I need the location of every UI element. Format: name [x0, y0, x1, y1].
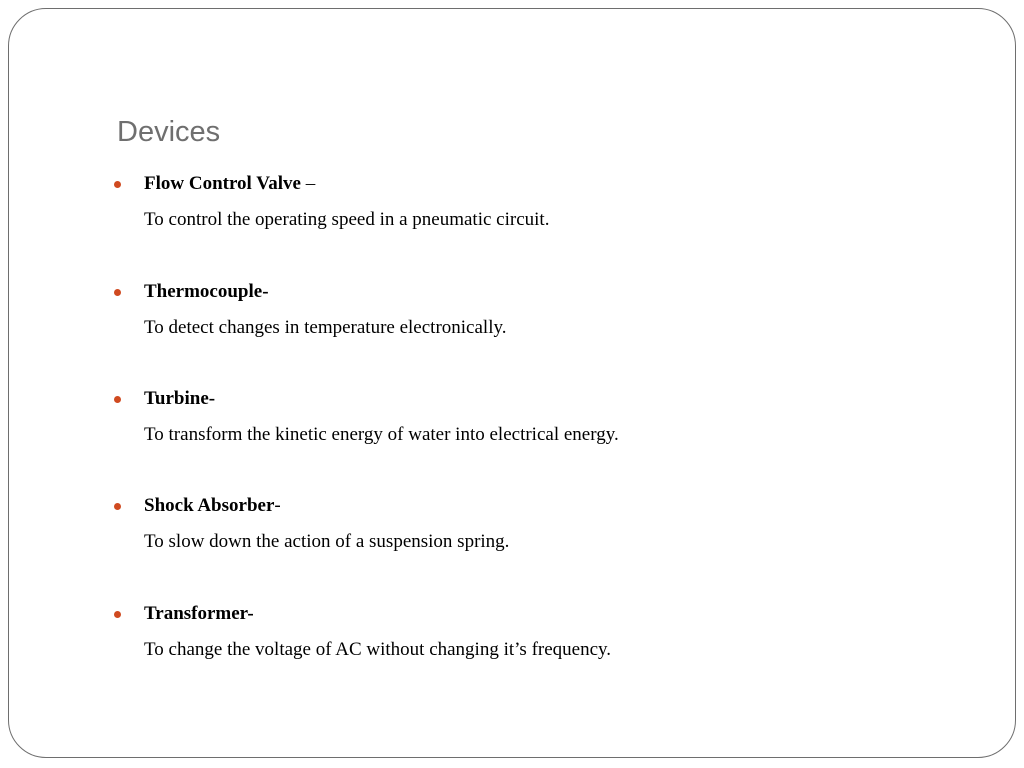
- list-item: [112, 602, 912, 682]
- bullet-dot-icon: [114, 289, 121, 296]
- list-item: [112, 280, 912, 360]
- slide-title: Devices: [117, 116, 221, 148]
- device-term: [144, 172, 315, 196]
- device-description: To slow down the action of a suspension spring.: [144, 531, 510, 552]
- list-item: [112, 494, 912, 574]
- device-description: To change the voltage of AC without changing it’s frequency.: [144, 639, 612, 660]
- device-term: [144, 494, 281, 518]
- device-name: Flow Control Valve: [144, 173, 301, 194]
- bullet-dot-icon: [114, 503, 121, 510]
- device-term: [144, 280, 269, 304]
- device-name: Shock Absorber: [144, 495, 275, 516]
- device-separator: –: [300, 173, 316, 194]
- device-name: Transformer-: [144, 603, 254, 624]
- bullet-dot-icon: [114, 611, 121, 618]
- list-item: [112, 172, 912, 252]
- device-description: To detect changes in temperature electronically.: [144, 317, 507, 338]
- bullet-dot-icon: [114, 396, 121, 403]
- device-term: [144, 387, 215, 411]
- device-separator: -: [274, 495, 281, 516]
- list-item: [112, 387, 912, 467]
- device-name: Turbine-: [144, 388, 216, 409]
- bullet-dot-icon: [114, 181, 121, 188]
- device-description: To transform the kinetic energy of water into electrical energy.: [144, 424, 619, 445]
- device-name: Thermocouple-: [144, 281, 269, 302]
- device-description: To control the operating speed in a pneumatic circuit.: [144, 209, 550, 230]
- device-term: [144, 602, 254, 626]
